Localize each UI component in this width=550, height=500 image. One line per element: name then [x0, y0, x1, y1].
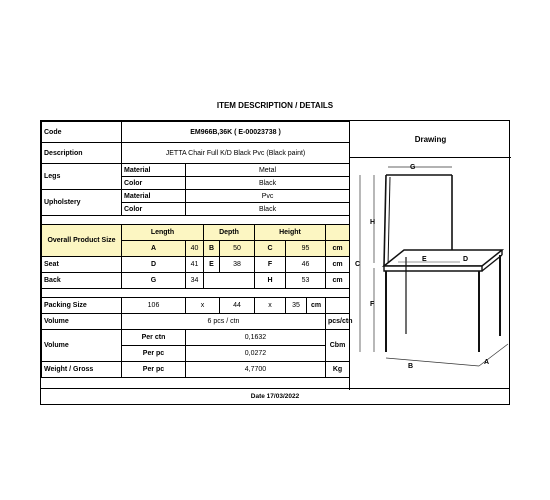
document-title: ITEM DESCRIPTION / DETAILS	[216, 101, 334, 110]
overall-size-label: Overall Product Size	[42, 225, 122, 257]
seat-unit: cm	[326, 257, 350, 273]
volume-pcs-label: Volume	[42, 314, 122, 330]
packing-length: 106	[122, 298, 186, 314]
dim-label-a: A	[484, 359, 490, 366]
dim-f-value: 46	[286, 257, 326, 273]
dim-c-letter: C	[255, 241, 286, 257]
packing-width: 44	[220, 298, 255, 314]
dim-d-letter: D	[122, 257, 186, 273]
dim-g-letter: G	[122, 273, 186, 289]
legs-label: Legs	[42, 164, 122, 190]
dim-label-d: D	[463, 256, 469, 263]
spec-table	[41, 121, 353, 378]
dim-label-b: B	[408, 363, 414, 370]
dim-h-value: 53	[286, 273, 326, 289]
dim-c-value: 95	[286, 241, 326, 257]
back-unit: cm	[326, 273, 350, 289]
height-header: Height	[255, 225, 326, 241]
overall-unit: cm	[326, 241, 350, 257]
legs-color-value: Black	[186, 177, 350, 190]
dim-f-letter: F	[255, 257, 286, 273]
per-pc-value: 0,0272	[186, 346, 326, 362]
description-value: JETTA Chair Full K/D Black Pvc (Black paint)	[122, 143, 350, 164]
dim-b-value: 50	[220, 241, 255, 257]
weight-per-pc-label: Per pc	[122, 362, 186, 378]
dim-e-letter: E	[204, 257, 220, 273]
volume-pcs-value: 6 pcs / ctn	[122, 314, 326, 330]
upholstery-color-label: Color	[122, 203, 186, 216]
code-label: Code	[42, 122, 122, 143]
drawing-area	[349, 157, 511, 390]
per-pc-label: Per pc	[122, 346, 186, 362]
dim-label-e: E	[422, 256, 427, 263]
per-ctn-value: 0,1632	[186, 330, 326, 346]
legs-color-label: Color	[122, 177, 186, 190]
dim-b-letter: B	[204, 241, 220, 257]
length-header: Length	[122, 225, 204, 241]
chair-drawing	[350, 158, 510, 390]
dim-label-f: F	[370, 301, 375, 308]
packing-height: 35	[286, 298, 307, 314]
dim-g-value: 34	[186, 273, 204, 289]
volume-unit: Cbm	[326, 330, 350, 362]
dim-d-value: 41	[186, 257, 204, 273]
dim-e-value: 38	[220, 257, 255, 273]
description-label: Description	[42, 143, 122, 164]
weight-value: 4,7700	[186, 362, 326, 378]
spec-sheet	[40, 120, 510, 405]
packing-times-1: x	[186, 298, 220, 314]
dim-a-value: 40	[186, 241, 204, 257]
volume-cbm-label: Volume	[42, 330, 122, 362]
weight-label: Weight / Gross	[42, 362, 122, 378]
packing-unit: cm	[307, 298, 326, 314]
per-ctn-label: Per ctn	[122, 330, 186, 346]
packing-times-2: x	[255, 298, 286, 314]
drawing-title: Drawing	[349, 121, 511, 157]
code-value: EM966B,36K ( E-00023738 )	[122, 122, 350, 143]
dim-label-g: G	[410, 164, 416, 171]
weight-unit: Kg	[326, 362, 350, 378]
upholstery-color-value: Black	[186, 203, 350, 216]
dim-h-letter: H	[255, 273, 286, 289]
back-label: Back	[42, 273, 122, 289]
upholstery-material-value: Pvc	[186, 190, 350, 203]
seat-label: Seat	[42, 257, 122, 273]
legs-material-label: Material	[122, 164, 186, 177]
volume-pcs-unit: pcs/ctn	[326, 314, 350, 330]
upholstery-material-label: Material	[122, 190, 186, 203]
dim-label-h: H	[370, 219, 376, 226]
dim-label-c: C	[355, 261, 361, 268]
date-footer: Date 17/03/2022	[41, 388, 509, 404]
depth-header: Depth	[204, 225, 255, 241]
legs-material-value: Metal	[186, 164, 350, 177]
packing-size-label: Packing Size	[42, 298, 122, 314]
upholstery-label: Upholstery	[42, 190, 122, 216]
dim-a-letter: A	[122, 241, 186, 257]
